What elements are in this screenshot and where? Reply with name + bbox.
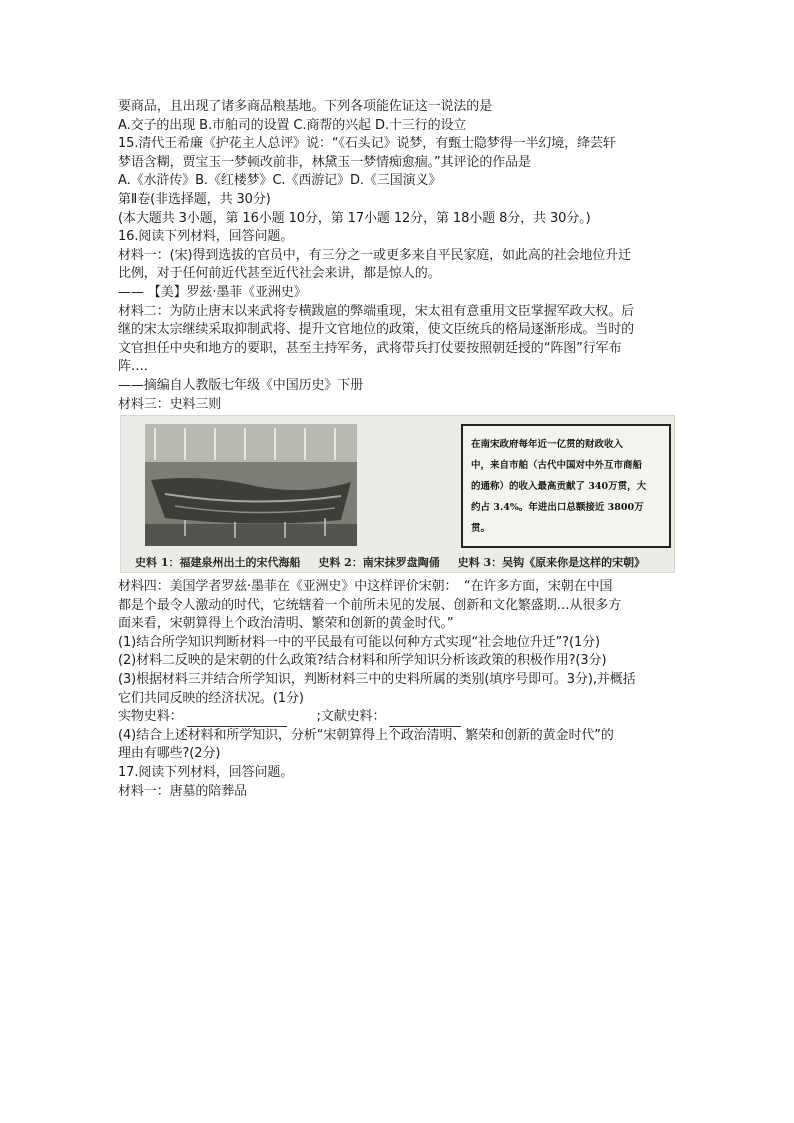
note-line: 的通称）的收入最高贡献了 340万贯，大 <box>471 481 647 493</box>
text-line: 继的宋太宗继续采取抑制武将、提升文官地位的政策，使文臣统兵的格局逐渐形成。当时的 <box>118 322 635 338</box>
text-line: 面来看，宋朝算得上个政治清明、繁荣和创新的黄金时代。” <box>118 616 454 632</box>
text-line: (1)结合所学知识判断材料一中的平民最有可能以何种方式实现“社会地位升迁”?(1分) <box>118 634 600 650</box>
text-line: 都是个最令人激动的时代，它统辖着一个前所未见的发展、创新和文化繁盛期…从很多方 <box>118 597 622 613</box>
text-line: 材料一：唐墓的陪葬品 <box>118 783 248 799</box>
text-line: (本大题共 3小题，第 16小题 10分，第 17小题 12分，第 18小题 8分，共 30分。) <box>118 210 591 226</box>
physical-source-label: 实物史料： <box>118 709 183 725</box>
source-text-box <box>461 424 671 548</box>
document-source-label: ;文献史料： <box>316 709 386 725</box>
text-line: 比例，对于任何前近代甚至近代社会来讲，都是惊人的。 <box>118 266 441 282</box>
text-line: 梦语含糊，贾宝玉一梦顿改前非，林黛玉一梦情痴愈痼。”其评论的作品是 <box>118 154 531 170</box>
question-block-end <box>118 727 678 801</box>
text-line: (4)结合上述材料和所学知识，分析“宋朝算得上个政治清明、繁荣和创新的黄金时代”的 <box>118 727 614 743</box>
question-block-bottom <box>118 578 678 708</box>
text-line: ——摘编自人教版七年级《中国历史》下册 <box>118 377 364 393</box>
text-line: 材料一：(宋)得到选拔的官员中，有三分之一或更多来自平民家庭，如此高的社会地位升迁 <box>118 247 632 263</box>
text-line: 理由有哪些?(2分) <box>118 746 221 762</box>
text-line: (2)材料二反映的是宋朝的什么政策?结合材料和所学知识分析该政策的积极作用?(3分) <box>118 653 607 669</box>
text-line: 它们共同反映的经济状况。(1分) <box>118 690 304 706</box>
text-line: —— 【美】罗兹·墨菲《亚洲史》 <box>118 284 307 300</box>
physical-source-blank[interactable] <box>187 714 287 727</box>
caption-source-2: 史料 2：南宋抹罗盘陶俑 <box>318 556 440 570</box>
fill-blank-line <box>118 708 678 727</box>
question-block-top <box>118 98 678 414</box>
text-line: A.交子的出现 B.市舶司的设置 C.商帮的兴起 D.十三行的设立 <box>118 117 467 133</box>
text-line: (3)根据材料三并结合所学知识，判断材料三中的史料所属的类别(填序号即可。3分),并概括 <box>118 672 636 688</box>
exam-page <box>118 98 678 801</box>
text-line: 15.清代王希廉《护花主人总评》说：“《石头记》说梦，有甄士隐梦得一半幻境，绛芸轩 <box>118 136 616 152</box>
note-line: 约占 3.4%。年进出口总额接近 3800万贯。 <box>471 502 644 535</box>
text-line: 材料三：史料三则 <box>118 396 222 412</box>
song-ship-photo <box>145 424 357 546</box>
historical-sources-figure <box>120 415 675 573</box>
text-line: 16.阅读下列材料，回答问题。 <box>118 229 294 245</box>
text-line: 材料二：为防止唐末以来武将专横跋扈的弊端重现，宋太祖有意重用文臣掌握军政大权。后 <box>118 303 635 319</box>
document-source-blank[interactable] <box>389 714 461 727</box>
note-line: 在南宋政府每年近一亿贯的财政收入 <box>471 439 624 451</box>
figure-captions <box>135 554 659 570</box>
text-line: 要商品，且出现了诸多商品粮基地。下列各项能佐证这一说法的是 <box>118 99 493 114</box>
note-line: 中，来自市舶（古代中国对中外互市商船 <box>471 460 643 472</box>
caption-source-3: 史料 3：吴钩《原来你是这样的宋朝》 <box>457 556 646 570</box>
text-line: 材料四：美国学者罗兹·墨菲在《亚洲史》中这样评价宋朝： “在许多方面，宋朝在中国 <box>118 579 613 595</box>
text-line: A.《水浒传》B.《红楼梦》C.《西游记》D.《三国演义》 <box>118 173 442 189</box>
caption-source-1: 史料 1：福建泉州出土的宋代海船 <box>135 556 301 570</box>
text-line: 阵…． <box>118 359 157 375</box>
text-line: 第Ⅱ卷(非选择题，共 30分) <box>118 191 271 207</box>
text-line: 17.阅读下列材料，回答问题。 <box>118 765 294 781</box>
text-line: 文官担任中央和地方的要职，甚至主持军务，武将带兵打仗要按照朝廷授的“阵图”行军布 <box>118 340 622 356</box>
